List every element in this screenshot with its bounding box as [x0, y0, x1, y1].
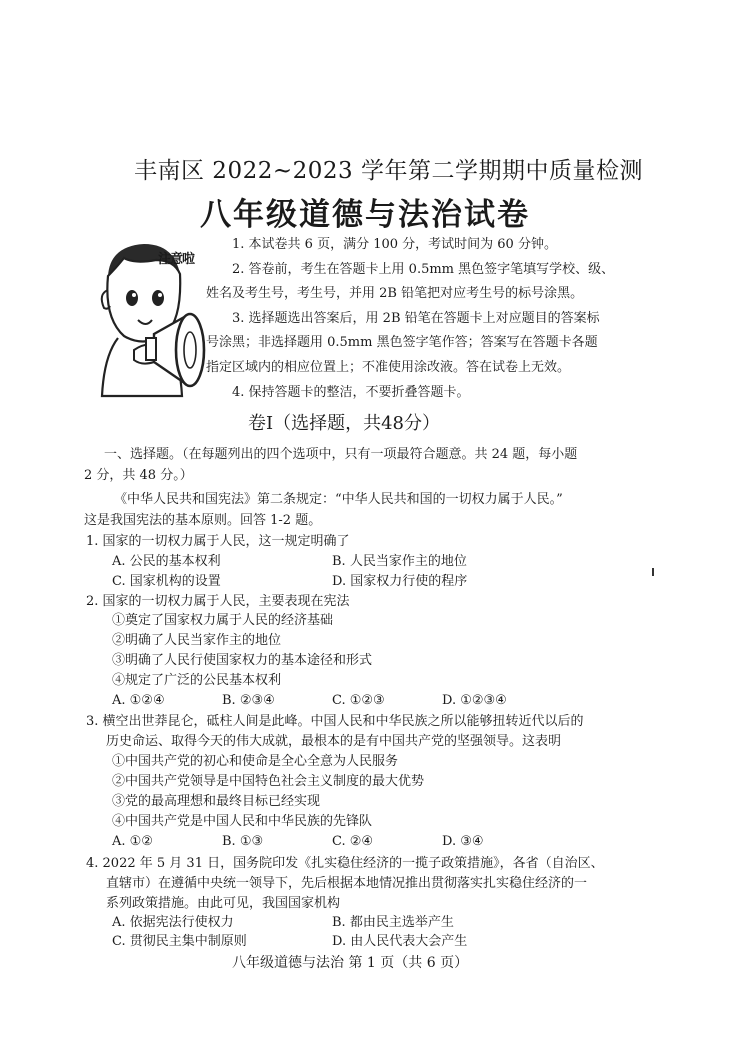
question-3-item: ②中国共产党领导是中国特色社会主义制度的最大优势	[112, 774, 425, 789]
question-3-item: ④中国共产党是中国人民和中华民族的先锋队	[112, 814, 373, 829]
question-2-option-b: B. ②③④	[222, 693, 275, 708]
question-4-option-a: A. 依据宪法行使权力	[112, 915, 234, 930]
question-2-option-d: D. ①②③④	[442, 693, 507, 708]
question-3-stem: 3. 横空出世莽昆仑，砥柱人间是此峰。中国人民和中华民族之所以能够扭转近代以后的	[86, 714, 584, 729]
notice-line: 指定区域内的相应位置上；不准使用涂改液。答在试卷上无效。	[206, 360, 571, 375]
exam-title-line2: 八年级道德与法治试卷	[200, 197, 530, 233]
passage-line: 这是我国宪法的基本原则。回答 1-2 题。	[84, 513, 322, 528]
question-1-option-b: B. 人民当家作主的地位	[332, 554, 467, 569]
instructions-line: 2 分，共 48 分。）	[84, 468, 193, 483]
question-3-item: ①中国共产党的初心和使命是全心全意为人民服务	[112, 754, 399, 769]
question-2-item: ②明确了人民当家作主的地位	[112, 633, 282, 648]
notice-line: 2. 答卷前，考生在答题卡上用 0.5mm 黑色签字笔填写学校、级、	[232, 262, 615, 277]
notice-line: 4. 保持答题卡的整洁，不要折叠答题卡。	[232, 385, 470, 400]
question-1-stem: 1. 国家的一切权力属于人民，这一规定明确了	[86, 534, 350, 549]
notice-line: 3. 选择题选出答案后，用 2B 铅笔在答题卡上对应题目的答案标	[232, 311, 600, 326]
question-3-item: ③党的最高理想和最终目标已经实现	[112, 794, 321, 809]
question-1-option-a: A. 公民的基本权利	[112, 554, 221, 569]
notice-line: 号涂黑；非选择题用 0.5mm 黑色签字笔作答；答案写在答题卡各题	[206, 335, 598, 350]
question-4-option-d: D. 由人民代表大会产生	[332, 934, 468, 949]
mascot-label: 注意啦	[158, 252, 195, 267]
question-2-item: ④规定了广泛的公民基本权利	[112, 673, 282, 688]
question-1-option-d: D. 国家权力行使的程序	[332, 574, 468, 589]
question-3-option-d: D. ③④	[442, 834, 484, 849]
question-4-option-b: B. 都由民主选举产生	[332, 915, 454, 930]
scan-mark	[652, 568, 654, 576]
question-4-stem: 直辖市）在遵循中央统一领导下，先后根据本地情况推出贯彻落实扎实稳住经济的一	[106, 876, 588, 891]
question-3-option-c: C. ②④	[332, 834, 374, 849]
notice-line: 姓名及考生号，考生号，并用 2B 铅笔把对应考生号的标号涂黑。	[206, 286, 584, 301]
section-title: 卷Ⅰ（选择题，共48分）	[248, 413, 441, 434]
question-4-option-c: C. 贯彻民主集中制原则	[112, 934, 247, 949]
page-footer: 八年级道德与法治 第 1 页（共 6 页）	[232, 955, 469, 971]
question-1-option-c: C. 国家机构的设置	[112, 574, 221, 589]
question-3-stem: 历史命运、取得今天的伟大成就，最根本的是有中国共产党的坚强领导。这表明	[106, 734, 562, 749]
question-2-item: ③明确了人民行使国家权力的基本途径和形式	[112, 653, 373, 668]
question-4-stem: 4. 2022 年 5 月 31 日，国务院印发《扎实稳住经济的一揽子政策措施》，各省（自治区、	[86, 856, 604, 871]
question-4-stem: 系列政策措施。由此可见，我国国家机构	[106, 896, 341, 911]
question-2-stem: 2. 国家的一切权力属于人民，主要表现在宪法	[86, 594, 350, 609]
question-2-option-a: A. ①②④	[112, 693, 165, 708]
instructions-line: 一、选择题。（在每题列出的四个选项中，只有一项最符合题意。共 24 题，每小题	[104, 447, 578, 462]
passage-line: 《中华人民共和国宪法》第二条规定：“中华人民共和国的一切权力属于人民。”	[114, 492, 563, 507]
question-2-option-c: C. ①②③	[332, 693, 385, 708]
question-3-option-a: A. ①②	[112, 834, 153, 849]
question-2-item: ①奠定了国家权力属于人民的经济基础	[112, 613, 334, 628]
notice-line: 1. 本试卷共 6 页，满分 100 分，考试时间为 60 分钟。	[232, 237, 557, 252]
exam-title-line1: 丰南区 2022~2023 学年第二学期期中质量检测	[134, 158, 643, 184]
question-3-option-b: B. ①③	[222, 834, 264, 849]
